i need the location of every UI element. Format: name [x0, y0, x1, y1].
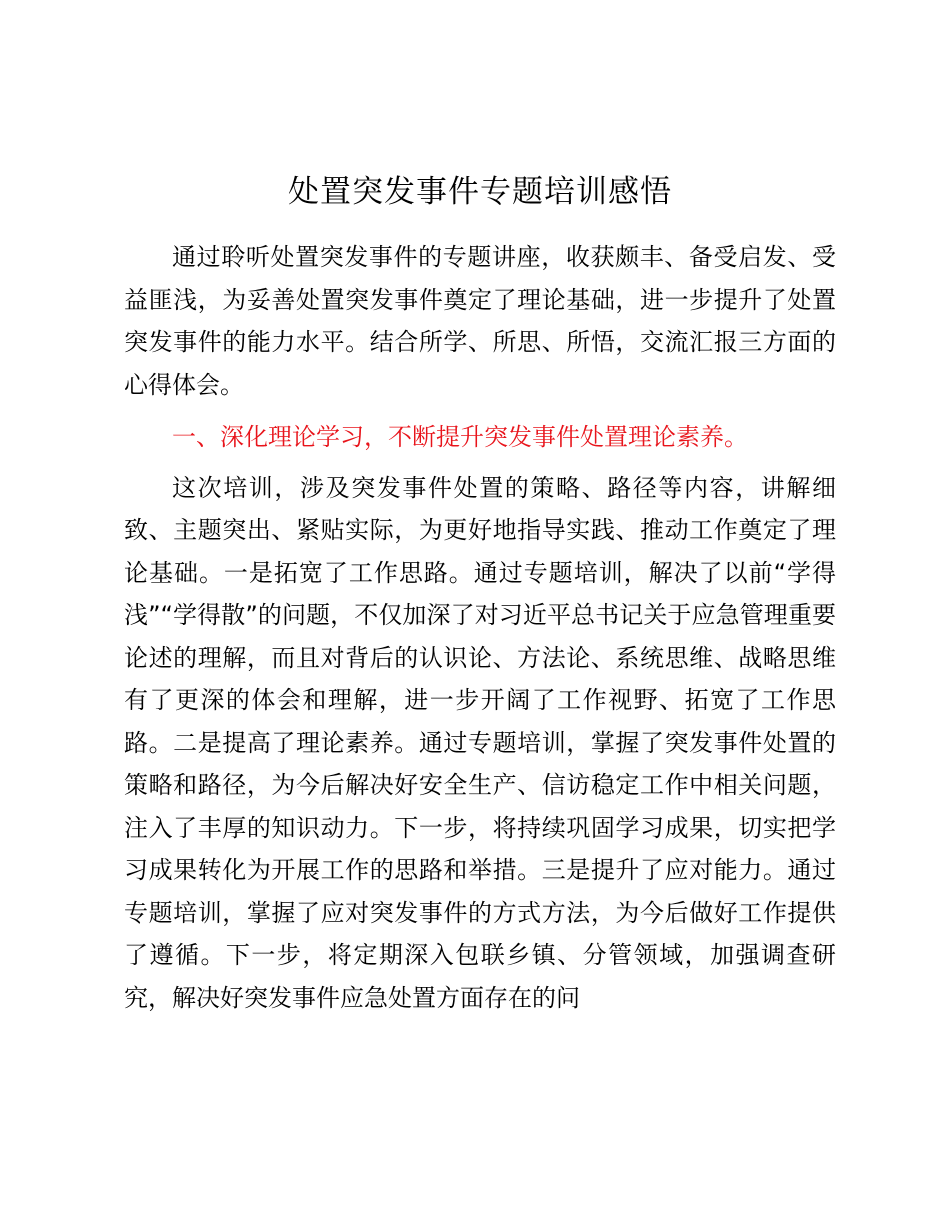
section-heading-1: 一、深化理论学习，不断提升突发事件处置理论素养。: [172, 423, 748, 451]
intro-paragraph: 通过聆听处置突发事件的专题讲座，收获颇丰、备受启发、受益匪浅，为妥善处置突发事件奠定了理论基础，进一步提升了处置突发事件的能力水平。结合所学、所思、所悟，交流汇报三方面的心得体会。: [124, 243, 836, 399]
section-body-1: 这次培训，涉及突发事件处置的策略、路径等内容，讲解细致、主题突出、紧贴实际，为更好地指导实践、推动工作奠定了理论基础。一是拓宽了工作思路。通过专题培训，解决了以前“学得浅”“学得散”的问题，不仅加深了对习近平总书记关于应急管理重要论述的理解，而且对背后的认识论、方法论、系统思维、战略思维有了更深的体会和理解，进一步开阔了工作视野、拓宽了工作思路。二是提高了理论素养。通过专题培训，掌握了突发事件处置的策略和路径，为今后解决好安全生产、信访稳定工作中相关问题，注入了丰厚的知识动力。下一步，将持续巩固学习成果，切实把学习成果转化为开展工作的思路和举措。三是提升了应对能力。通过专题培训，掌握了应对突发事件的方式方法，为今后做好工作提供了遵循。下一步，将定期深入包联乡镇、分管领域，加强调查研究，解决好突发事件应急处置方面存在的问: [124, 473, 836, 1012]
document-page: [124, 166, 836, 1019]
document-title: 处置突发事件专题培训感悟: [288, 174, 672, 210]
